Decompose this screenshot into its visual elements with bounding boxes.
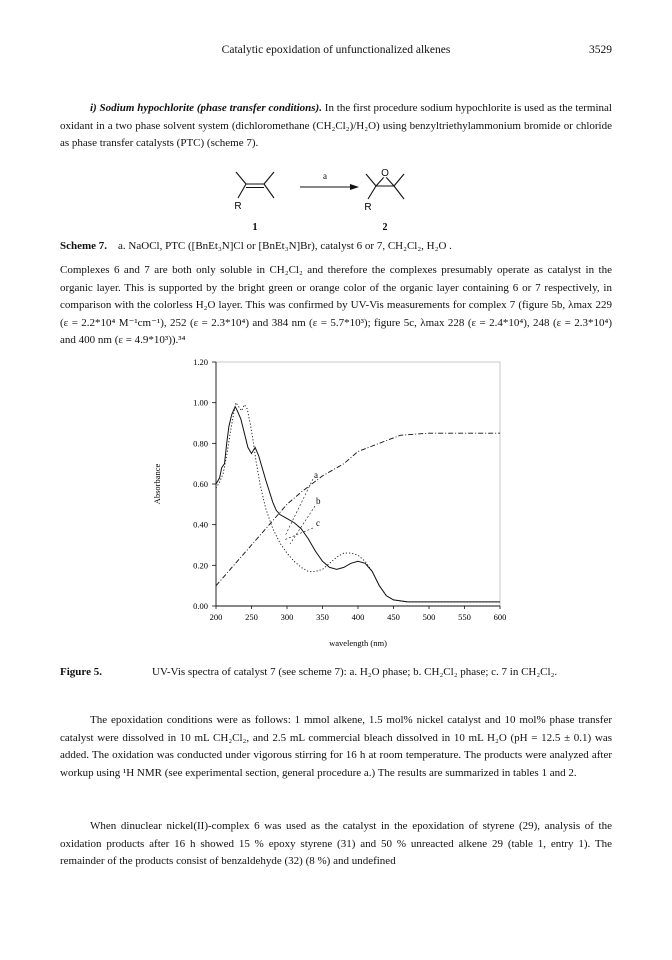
- series-c-line: [216, 403, 500, 602]
- x-tick-label: 400: [351, 612, 365, 622]
- x-ticks: [210, 606, 507, 622]
- x-axis-label: wavelength (nm): [329, 638, 387, 648]
- y-tick-label: 0.20: [193, 560, 208, 571]
- x-tick-label: 550: [458, 612, 471, 622]
- x-tick-label: 200: [209, 612, 223, 622]
- y-tick-label: 0.00: [193, 601, 208, 611]
- compound-2-label: 2: [382, 222, 388, 233]
- x-tick-label: 350: [316, 612, 329, 622]
- x-tick-label: 500: [422, 612, 436, 622]
- paragraph-2: The epoxidation conditions were as follows: 1 mmol alkene, 1.5 mol% nickel catalyst and 10 mol% phase transfer catalyst were dissolved in 10 mL CH₂Cl₂, and 2.5 mL commercial bleach dissolved in 10 mL H₂O (pH = 12.5 ± 0.1) was added. The oxidation was conducted under vigorous stirring for 16 h at room temperature. The products were analyzed after workup using ¹H NMR (see experimental section, general procedure a.) The results are summarized in tables 1 and 2.: [60, 714, 612, 779]
- figure-caption-label: Figure 5.: [60, 666, 102, 678]
- series-b-line: [216, 407, 500, 602]
- y-axis-label: Absorbance: [152, 463, 162, 505]
- reaction-scheme: [60, 168, 612, 238]
- y-tick-label: 1.20: [193, 357, 208, 367]
- substituent-r-right: R: [364, 202, 372, 213]
- annotation-c: c: [316, 518, 320, 528]
- substituent-r-left: R: [234, 201, 242, 212]
- figure-caption-text: UV-Vis spectra of catalyst 7 (see scheme 7): a. H₂O phase; b. CH₂Cl₂ phase; c. 7 in CH₂Cl₂.: [152, 666, 558, 678]
- y-tick-label: 0.80: [193, 438, 208, 449]
- scheme-caption-label: Scheme 7.: [60, 240, 108, 252]
- compound-1-label: 1: [252, 222, 258, 233]
- plot-frame: [216, 362, 500, 606]
- scheme-caption-text: a. NaOCl, PTC ([BnEt₃N]Cl or [BnEt₃N]Br), catalyst 6 or 7, CH₂Cl₂, H₂O .: [118, 240, 452, 252]
- epoxide-oxygen: O: [381, 168, 389, 179]
- x-tick-label: 300: [280, 612, 294, 622]
- arrow-label: a: [323, 171, 327, 181]
- intro-paragraph: [60, 100, 612, 153]
- y-ticks: [193, 357, 216, 611]
- y-tick-label: 0.60: [193, 479, 208, 489]
- uv-vis-chart: [60, 354, 612, 660]
- x-tick-label: 600: [493, 612, 507, 622]
- y-tick-label: 0.40: [193, 519, 208, 530]
- annotation-leaders: [284, 479, 315, 544]
- annotation-b: b: [316, 496, 321, 506]
- running-title: Catalytic epoxidation of unfunctionalized alkenes: [221, 44, 451, 56]
- section-heading: i) Sodium hypochlorite (phase transfer conditions).: [90, 102, 322, 114]
- paragraph-1: Complexes 6 and 7 are both only soluble in CH₂Cl₂ and therefore the complexes presumably operate as catalyst in the organic layer. This is supported by the bright green or orange color of the organic layer containing 6 or 7 respectively, in comparison with the colorless H₂O layer. This was confirmed by UV-Vis measurements for complex 7 (figure 5b, λmax 229 (ε = 2.2*10⁴ M⁻¹cm⁻¹), 252 (ε = 2.3*10⁴) and 384 nm (ε = 5.7*10³); figure 5c, λmax 228 (ε = 2.4*10⁴), 248 (ε = 2.3*10⁴) and 400 nm (ε = 4.9*10³)).³⁴: [60, 264, 612, 346]
- x-tick-label: 250: [245, 612, 258, 622]
- annotation-a: a: [314, 470, 318, 480]
- scheme-caption: [60, 240, 612, 252]
- y-tick-label: 1.00: [193, 397, 208, 408]
- running-header: [60, 44, 612, 60]
- paragraph-3: When dinuclear nickel(II)-complex 6 was used as the catalyst in the epoxidation of styrene (29), analysis of the oxidation products after 16 h showed 15 % epoxy styrene (31) and 50 % unreacted alkene 29 (table 1, entry 1). The remainder of the products consist of benzaldehyde (32) (8 %) and undefined: [60, 820, 612, 867]
- x-tick-label: 450: [387, 612, 400, 622]
- intro-text: In the first procedure sodium hypochlorite is used as the terminal oxidant in a two phase solvent system (dichloromethane (CH₂Cl₂)/H₂O) using benzyltriethylammonium bromide or chloride as phase transfer catalysts (PTC) (scheme 7).: [60, 102, 612, 149]
- page-number: 3529: [589, 44, 612, 56]
- series-lines: [216, 403, 500, 602]
